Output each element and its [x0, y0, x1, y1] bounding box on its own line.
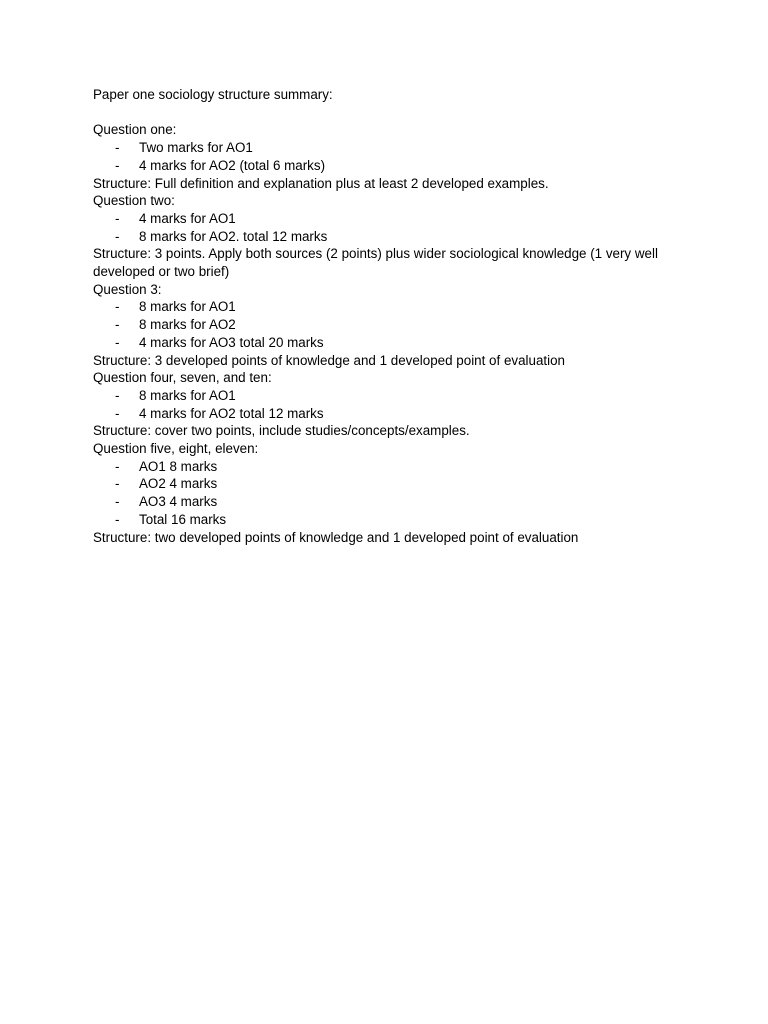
question-heading: Question 3: — [93, 281, 162, 297]
bullet-dash: - — [115, 157, 120, 173]
list-item-text: 8 marks for AO1 — [139, 299, 236, 315]
bullet-dash: - — [115, 334, 120, 350]
list-item — [93, 475, 683, 493]
list-item — [93, 511, 683, 529]
list-item — [93, 316, 683, 334]
document-body — [93, 86, 683, 546]
list-item-text: 8 marks for AO2. total 12 marks — [139, 228, 328, 244]
structure-note: Structure: two developed points of knowledge and 1 developed point of evaluation — [93, 529, 579, 545]
list-item-text: 8 marks for AO1 — [139, 387, 236, 403]
list-item — [93, 228, 683, 246]
question-heading: Question one: — [93, 122, 177, 138]
list-item-text: 8 marks for AO2 — [139, 317, 236, 333]
list-item — [93, 298, 683, 316]
blank-line — [93, 104, 683, 122]
list-item — [93, 387, 683, 405]
question-heading: Question four, seven, and ten: — [93, 370, 272, 386]
list-item — [93, 493, 683, 511]
list-item — [93, 334, 683, 352]
list-item-text: AO2 4 marks — [139, 476, 218, 492]
list-item-text: 4 marks for AO2 (total 6 marks) — [139, 157, 326, 173]
list-item-text: 4 marks for AO2 total 12 marks — [139, 405, 324, 421]
list-item-text: 4 marks for AO3 total 20 marks — [139, 334, 324, 350]
bullet-dash: - — [115, 140, 120, 156]
list-item-text: AO3 4 marks — [139, 494, 218, 510]
bullet-dash: - — [115, 511, 120, 527]
list-item — [93, 210, 683, 228]
bullet-dash: - — [115, 299, 120, 315]
list-item-text: Total 16 marks — [139, 511, 227, 527]
bullet-dash: - — [115, 228, 120, 244]
structure-note: Structure: 3 points. Apply both sources (2 points) plus wider sociological knowledge (1 very well developed or two brief) — [93, 246, 658, 280]
bullet-dash: - — [115, 476, 120, 492]
list-item — [93, 139, 683, 157]
structure-note: Structure: Full definition and explanation plus at least 2 developed examples. — [93, 175, 549, 191]
bullet-dash: - — [115, 405, 120, 421]
question-heading: Question two: — [93, 193, 175, 209]
bullet-dash: - — [115, 494, 120, 510]
structure-note: Structure: cover two points, include studies/concepts/examples. — [93, 423, 470, 439]
list-item-text: 4 marks for AO1 — [139, 210, 236, 226]
list-item-text: Two marks for AO1 — [139, 140, 253, 156]
structure-note: Structure: 3 developed points of knowledge and 1 developed point of evaluation — [93, 352, 565, 368]
bullet-dash: - — [115, 317, 120, 333]
list-item — [93, 458, 683, 476]
bullet-dash: - — [115, 387, 120, 403]
bullet-dash: - — [115, 458, 120, 474]
list-item — [93, 157, 683, 175]
bullet-dash: - — [115, 210, 120, 226]
document-title: Paper one sociology structure summary: — [93, 87, 333, 102]
list-item — [93, 405, 683, 423]
list-item-text: AO1 8 marks — [139, 458, 218, 474]
question-heading: Question five, eight, eleven: — [93, 441, 259, 457]
